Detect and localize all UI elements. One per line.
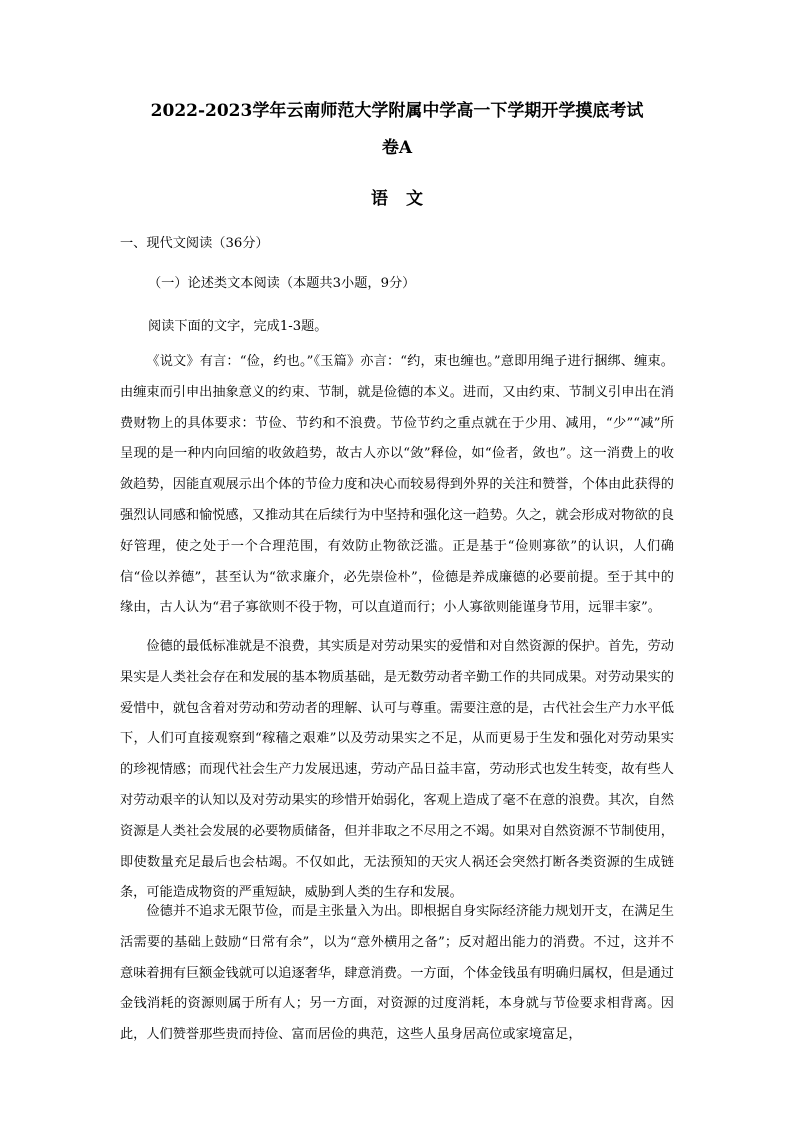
passage-paragraph-2 xyxy=(120,632,674,909)
section-subheading: （一）论述类文本阅读（本题共3小题，9分） xyxy=(148,276,416,291)
reading-instruction: 阅读下面的文字，完成1-3题。 xyxy=(148,319,328,334)
paragraph-text: 俭德的最低标准就是不浪费，其实质是对劳动果实的爱惜和对自然资源的保护。首先，劳动果实是人类社会存在和发展的基本物质基础，是无数劳动者辛勤工作的共同成果。对劳动果实的爱惜中，就包含着对劳动和劳动者的理解、认可与尊重。需要注意的是，古代社会生产力水平低下，人们可直接观察到“稼穑之艰难”以及劳动果实之不足，从而更易于生发和强化对劳动果实的珍视情感；而现代社会生产力发展迅速，劳动产品日益丰富，劳动形式也发生转变，故有些人对劳动艰辛的认知以及对劳动果实的珍惜开始弱化，客观上造成了毫不在意的浪费。其次，自然资源是人类社会发展的必要物质储备，但并非取之不尽用之不竭。如果对自然资源不节制使用，即使数量充足最后也会枯竭。不仅如此，无法预知的天灾人祸还会突然打断各类资源的生成链条，可能造成物资的严重短缺，威胁到人类的生存和发展。 xyxy=(120,639,674,901)
passage-paragraph-3 xyxy=(120,897,674,1051)
passage-paragraph-1 xyxy=(120,347,674,624)
paragraph-text: 俭德并不追求无限节俭，而是主张量入为出。即根据自身实际经济能力规划开支，在满足生活需要的基础上鼓励“日常有余”，以为“意外横用之备”；反对超出能力的消费。不过，这并不意味着拥有巨额金钱就可以追逐奢华，肆意消费。一方面，个体金钱虽有明确归属权，但是通过金钱消耗的资源则属于所有人；另一方面，对资源的过度消耗，本身就与节俭要求相背离。因此，人们赞誉那些贵而持俭、富而居俭的典范，这些人虽身居高位或家境富足， xyxy=(120,904,674,1043)
section-heading: 一、现代文阅读（36分） xyxy=(120,236,269,251)
exam-paper-version: 卷A xyxy=(381,138,413,158)
exam-title: 2022-2023学年云南师范大学附属中学高一下学期开学摸底考试 xyxy=(150,101,644,121)
paragraph-text: 《说文》有言：“俭，约也。”《玉篇》亦言：“约，束也缠也。”意即用绳子进行捆绑、缠束。由缠束而引申出抽象意义的约束、节制，就是俭德的本义。进而，又由约束、节制义引申出在消费财物上的具体要求：节俭、节约和不浪费。节俭节约之重点就在于少用、减用，“少”“减”所呈现的是一种内向回缩的收敛趋势，故古人亦以“敛”释俭，如“俭者，敛也”。这一消费上的收敛趋势，因能直观展示出个体的节俭力度和决心而较易得到外界的关注和赞誉，个体由此获得的强烈认同感和愉悦感，又推动其在后续行为中坚持和强化这一趋势。久之，就会形成对物欲的良好管理，使之处于一个合理范围，有效防止物欲泛滥。正是基于“俭则寡欲”的认识，人们确信“俭以养德”，甚至认为“欲求廉介，必先崇俭朴”，俭德是养成廉德的必要前提。至于其中的缘由，古人认为“君子寡欲则不役于物，可以直道而行；小人寡欲则能谨身节用，远罪丰家”。 xyxy=(120,354,674,616)
subject-title: 语文 xyxy=(371,189,441,209)
